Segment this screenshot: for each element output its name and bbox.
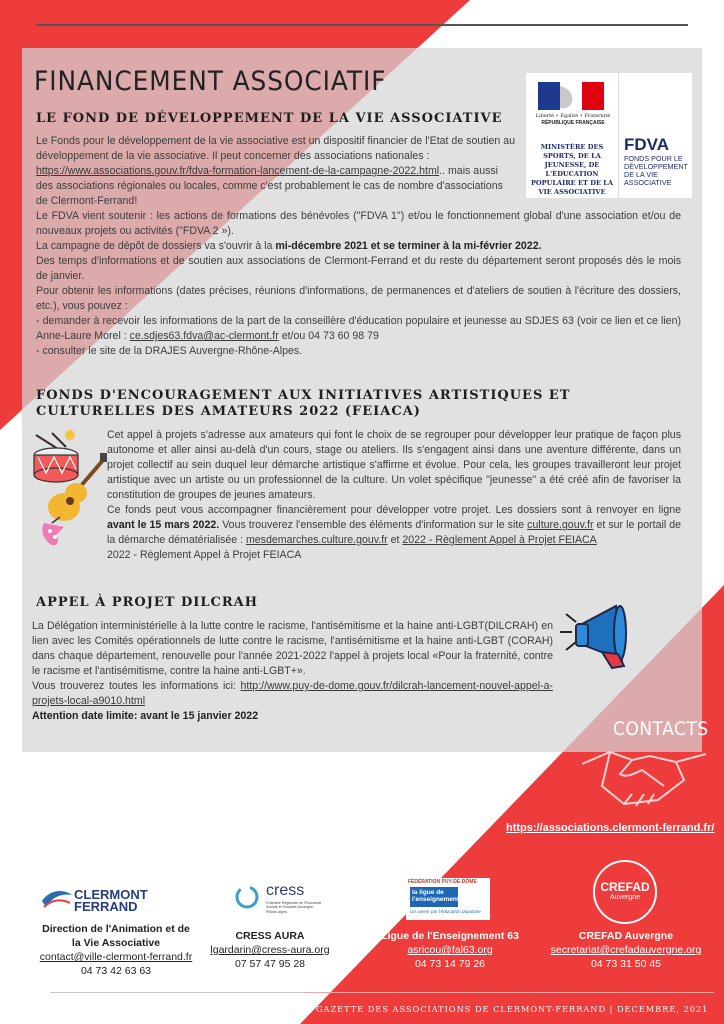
- marianne-flag-icon: [538, 82, 604, 110]
- feiaca-p2-and: et: [387, 534, 403, 546]
- cress-logo-sub: Chambre Régionale de l'Économie Sociale et Solidaire Auvergne-Rhône-Alpes: [266, 901, 322, 914]
- cress-circle-icon: [234, 884, 260, 910]
- dilcrah-body: [32, 619, 553, 724]
- cress-logo: [234, 882, 320, 918]
- dilcrah-p1: La Délégation interministérielle à la lutte contre le racisme, l'antisémitisme et la haine anti-LGBT(DILCRAH) en lien avec les Comités opérationnels de lutte contre le racisme, l'antisémitisme et la haine anti-LGBT (CORAH) dans chaque département, renouvelle pour l'année 2021-2022 l'appel à projets local «Pour la fraternité, contre le racisme et l'antisémitisme, contre la haine anti-LGBT+».: [32, 620, 553, 677]
- fdva-wordmark: FDVA: [624, 135, 670, 154]
- fdva-body: [36, 209, 681, 359]
- fdva-intro: [36, 134, 516, 209]
- feiaca-deadline: avant le 15 mars 2022.: [107, 519, 220, 531]
- contacts-title: CONTACTS: [613, 718, 709, 740]
- org-clermont-name: Direction de l'Animation et de la Vie Associative: [42, 923, 190, 949]
- feiaca-reglement-link[interactable]: 2022 - Règlement Appel à Projet FEIACA: [402, 534, 597, 546]
- feiaca-p2-text: Ce fonds peut vous accompagner financièrement pour développer votre projet. Les dossiers sont à renvoyer en ligne: [107, 504, 681, 516]
- republique-francaise-block: [526, 73, 619, 198]
- org-clermont-phone: 04 73 42 63 63: [80, 965, 152, 977]
- feiaca-p2-text-2: Vous trouverez l'ensemble des éléments d'information sur le site: [219, 519, 528, 531]
- ligue-logo-top: FÉDÉRATION PUY-DE-DÔME: [408, 879, 477, 885]
- cress-logo-word: cress: [266, 882, 305, 899]
- fdva-p4: Des temps d'informations et de soutien aux associations de Clermont-Ferrand et du reste du département seront proposés dès le mois de janvier.: [36, 255, 681, 282]
- org-cress-phone: 07 57 47 95 28: [234, 958, 306, 970]
- top-rule: [36, 24, 688, 26]
- handshake-icon: [580, 742, 708, 814]
- fdva-intro-text-2: .. mais aussi des associations régionales ou locales, comme c'est probablement le cas de nombre d'associations de Clermont-Ferrand!: [36, 165, 503, 207]
- crefad-logo-word: CREFAD: [600, 880, 650, 894]
- ligue-logo: [406, 878, 490, 920]
- feiaca-p2-text-3: et sur le portail de la démarche dématérialisée :: [107, 519, 682, 546]
- fdva-p3-text: La campagne de dépôt de dossiers va s'ouvrir à la: [36, 240, 276, 252]
- page-title: FINANCEMENT ASSOCIATIF: [34, 66, 387, 97]
- music-instruments-icon: [30, 427, 108, 557]
- org-crefad-name: CREFAD Auvergne: [578, 930, 674, 942]
- megaphone-icon: [556, 600, 638, 678]
- feiaca-p2: [107, 503, 681, 548]
- org-crefad-phone: 04 73 31 50 45: [590, 958, 662, 970]
- fdva-p5: Pour obtenir les informations (dates précises, réunions d'informations, de permanences et d'ateliers de soutien à l'écriture des dossiers, etc.), vous pouvez :: [36, 285, 681, 312]
- clermont-ferrand-logo: [40, 885, 170, 915]
- feiaca-heading: FONDS D'ENCOURAGEMENT AUX INITIATIVES ARTISTIQUES ET CULTURELLES DES AMATEURS 2022 (FEIACA): [36, 388, 571, 419]
- org-ligue: [372, 929, 528, 971]
- rf-republic: RÉPUBLIQUE FRANÇAISE: [541, 120, 605, 126]
- dilcrah-link[interactable]: http://www.puy-de-dome.gouv.fr/dilcrah-lancement-nouvel-appel-a-projets-local-a9010.html: [32, 680, 553, 707]
- org-ligue-phone: 04 73 14 79 26: [414, 958, 486, 970]
- fdva-subtitle: FONDS POUR LE DÉVELOPPEMENT DE LA VIE ASSOCIATIVE: [624, 154, 688, 187]
- org-clermont-email[interactable]: contact@ville-clermont-ferrand.fr: [39, 951, 193, 963]
- clermont-swoosh-icon: [40, 887, 74, 911]
- footer-text: GAZETTE DES ASSOCIATIONS DE CLERMONT-FERRAND | DECEMBRE, 2021: [316, 1004, 709, 1014]
- fdva-phone: et/ou 04 73 60 98 79: [278, 330, 379, 342]
- feiaca-body: [107, 428, 681, 563]
- fdva-p7: - consulter le site de la DRAJES Auvergne-Rhône-Alpes.: [36, 345, 303, 357]
- dilcrah-heading: APPEL À PROJET DILCRAH: [36, 595, 259, 610]
- org-crefad-email[interactable]: secretariat@crefadauvergne.org: [550, 944, 702, 956]
- feiaca-p3: 2022 - Règlement Appel à Projet FEIACA: [107, 549, 302, 561]
- org-ligue-name: Ligue de l'Enseignement 63: [381, 930, 519, 942]
- feiaca-p1: Cet appel à projets s'adresse aux amateurs qui font le choix de se regrouper pour développer leur pratique de façon plus autonome et aller ainsi au-delà d'un cours, stage ou ateliers. Ils s'engagent ainsi dans une aventure différente, dans un projet collectif au sein duquel leur démarche artistique s'affirme et évolue. Pour cela, les groupes travailleront leur projet artistique avec un artiste ou un professionnel de la culture. Un volet spécifique "jeunesse" a été créé afin de favoriser la constitution de groupes de jeunes amateurs.: [107, 429, 681, 501]
- dilcrah-p2-text: Vous trouverez toutes les informations ici:: [32, 680, 241, 692]
- rf-motto: Liberté • Égalité • Fraternité: [535, 113, 611, 119]
- ministry-name: MINISTÈRE DES SPORTS, DE LA JEUNESSE, DE L'ÉDUCATION POPULAIRE ET DE LA VIE ASSOCIATIVE: [530, 143, 614, 196]
- mesdemarches-link[interactable]: mesdemarches.culture.gouv.fr: [245, 534, 388, 546]
- fdva-p3: [36, 239, 681, 254]
- footer-rule-right: [304, 992, 714, 993]
- fdva-p6: [36, 314, 681, 344]
- org-cress-name: CRESS AURA: [235, 930, 305, 942]
- dilcrah-p3: [32, 709, 553, 724]
- org-ligue-email[interactable]: asricou@fal63.org: [407, 944, 493, 956]
- fdva-logo: [526, 73, 692, 198]
- dilcrah-deadline: Attention date limite: avant le 15 janvier 2022: [32, 710, 259, 722]
- footer-rule-left: [50, 992, 304, 993]
- ligue-logo-tag: Un avenir par l'éducation populaire: [410, 909, 481, 914]
- ligue-logo-main: la ligue de l'enseignement: [410, 887, 458, 907]
- fdva-intro-text: Le Fonds pour le développement de la vie associative est un dispositif financier de l'Etat de soutien au développement de la vie associative. Il peut concerner des associations nationales :: [36, 135, 516, 162]
- org-cress-email[interactable]: lgardarin@cress-aura.org: [210, 944, 330, 956]
- crefad-logo-sub: Auvergne: [610, 894, 640, 901]
- fdva-p6-text: - demander à recevoir les informations de la part de la conseillère d'éducation populaire et jeunesse au SDJES 63 (voir ce lien et ce lien) Anne-Laure Morel :: [36, 315, 681, 342]
- fdva-link[interactable]: https://www.associations.gouv.fr/fdva-formation-lancement-de-la-campagne-2022.html: [36, 165, 440, 177]
- fdva-deadline: mi-décembre 2021 et se terminer à la mi-février 2022.: [275, 240, 542, 252]
- clermont-logo-text: CLERMONT FERRAND: [74, 887, 148, 914]
- org-cress: [200, 929, 340, 971]
- associations-site-link[interactable]: https://associations.clermont-ferrand.fr/: [506, 822, 715, 834]
- org-crefad: [546, 929, 706, 971]
- fdva-p2: Le FDVA vient soutenir : les actions de formations des bénévoles ("FDVA 1") et/ou le fonctionnement global d'une association et/ou de nouveaux projets ou activités ("FDVA 2 »).: [36, 210, 681, 237]
- fdva-heading: LE FOND DE DÉVELOPPEMENT DE LA VIE ASSOCIATIVE: [36, 111, 503, 126]
- crefad-logo: [593, 860, 657, 924]
- culture-gouv-link[interactable]: culture.gouv.fr: [527, 519, 594, 531]
- dilcrah-p2: [32, 679, 553, 709]
- fdva-email-link[interactable]: ce.sdjes63.fdva@ac-clermont.fr: [129, 330, 279, 342]
- org-clermont: [38, 922, 194, 978]
